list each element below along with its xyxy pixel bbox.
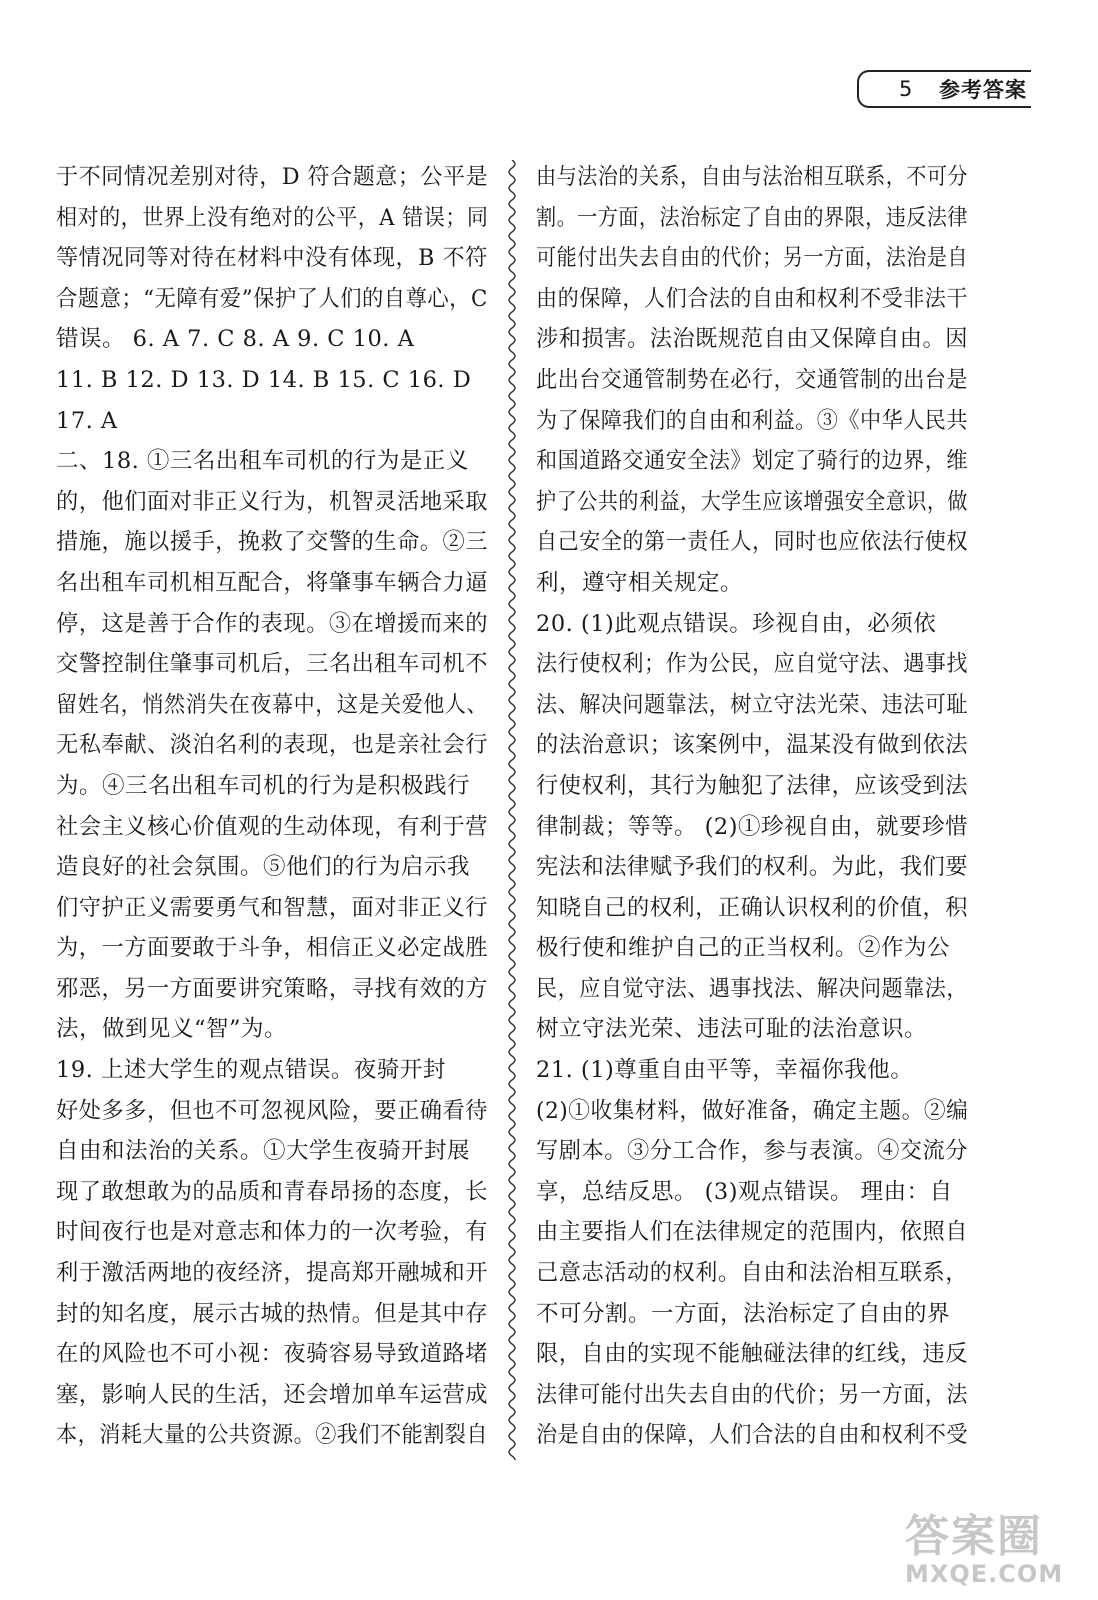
text-line: 无私奉献、淡泊名利的表现，也是亲社会行 — [56, 732, 489, 759]
text-line: 可能付出失去自由的代价；另一方面，法治是自 — [536, 245, 969, 272]
left-column — [56, 157, 488, 1456]
text-line: 社会主义核心价值观的生动体现，有利于营 — [56, 813, 489, 840]
text-line: 好处多多，但也不可忽视风险，要正确看待 — [56, 1097, 489, 1124]
text-line: 20. (1)此观点错误。珍视自由，必须依 — [536, 610, 937, 637]
text-line: 己意志活动的权利。自由和法治相互联系， — [536, 1260, 969, 1287]
page-header — [857, 70, 1031, 108]
watermark — [905, 1500, 1085, 1590]
text-line: 树立守法光荣、违法可耻的法治意识。 — [536, 1016, 928, 1043]
text-line: 宪法和法律赋予我们的权利。为此，我们要 — [536, 854, 969, 881]
text-line: 享，总结反思。 (3)观点错误。 理由：自 — [536, 1178, 953, 1205]
text-line: 民，应自觉守法、遇事找法、解决问题靠法， — [536, 975, 969, 1002]
text-line: 19. 上述大学生的观点错误。夜骑开封 — [56, 1057, 446, 1084]
text-line: 由与法治的关系，自由与法治相互联系，不可分 — [536, 164, 969, 190]
text-line: 律制裁；等等。 (2)①珍视自由，就要珍惜 — [536, 813, 969, 840]
text-line: 利于激活两地的夜经济，提高郑开融城和开 — [56, 1260, 489, 1287]
text-line: 不可分割。一方面，法治标定了自由的界 — [536, 1300, 951, 1327]
text-line: 由主要指人们在法律规定的范围内，依照自 — [536, 1219, 969, 1246]
text-line: 由的保障，人们合法的自由和权利不受非法干 — [536, 285, 969, 312]
text-line: 行使权利，其行为触犯了法律，应该受到法 — [536, 772, 969, 799]
text-line: 为，一方面要敢于斗争，相信正义必定战胜 — [56, 935, 489, 962]
text-line: 涉和损害。法治既规范自由又保障自由。因 — [536, 326, 969, 353]
text-line: 们守护正义需要勇气和智慧，面对非正义行 — [56, 894, 489, 921]
text-line: 自由和法治的关系。①大学生夜骑开封展 — [56, 1138, 471, 1165]
text-line: 知晓自己的权利，正确认识权利的价值，积 — [536, 894, 969, 921]
text-line: 和国道路交通安全法》划定了骑行的边界，维 — [536, 448, 969, 475]
text-line: 法行使权利；作为公民，应自觉守法、遇事找 — [536, 651, 969, 678]
text-line: 利，遵守相关规定。 — [536, 569, 744, 596]
text-line: 为了保障我们的自由和利益。③《中华人民共 — [536, 407, 969, 434]
text-line: 17. A — [56, 407, 118, 434]
text-line: 本，消耗大量的公共资源。②我们不能割裂自 — [56, 1422, 489, 1449]
text-line: 造良好的社会氛围。⑤他们的行为启示我 — [56, 854, 471, 881]
text-line: 合题意；“无障有爱”保护了人们的自尊心，C — [56, 285, 488, 312]
text-line: 此出台交通管制势在必行，交通管制的出台是 — [536, 366, 969, 393]
text-line: 自己安全的第一责任人，同时也应依法行使权 — [536, 529, 969, 556]
text-line: 相对的，世界上没有绝对的公平，A 错误；同 — [56, 204, 489, 231]
text-line: 限，自由的实现不能触碰法律的红线，违反 — [536, 1341, 969, 1368]
text-line: 护了公共的利益，大学生应该增强安全意识，做 — [536, 488, 969, 515]
text-line: 法律可能付出失去自由的代价；另一方面，法 — [536, 1381, 969, 1408]
text-line: 法、解决问题靠法，树立守法光荣、违法可耻 — [536, 691, 969, 718]
text-line: 名出租车司机相互配合，将肇事车辆合力逼 — [56, 569, 489, 596]
text-line: 写剧本。③分工合作，参与表演。④交流分 — [536, 1138, 969, 1165]
text-line: 现了敢想敢为的品质和青春昂扬的态度，长 — [56, 1178, 489, 1205]
text-line: 邪恶，另一方面要讲究策略，寻找有效的方 — [56, 975, 489, 1002]
text-line: 11. B 12. D 13. D 14. B 15. C 16. D — [56, 366, 472, 393]
text-line: 等情况同等对待在材料中没有体现，B 不符 — [56, 245, 488, 272]
text-line: 留姓名，悄然消失在夜幕中，这是关爱他人、 — [56, 691, 489, 718]
text-line: 交警控制住肇事司机后，三名出租车司机不 — [56, 651, 489, 678]
text-line: 法，做到见义“智”为。 — [56, 1016, 288, 1043]
text-line: 为。④三名出租车司机的行为是积极践行 — [56, 772, 471, 799]
text-line: 的，他们面对非正义行为，机智灵活地采取 — [56, 488, 489, 515]
text-line: 停，这是善于合作的表现。③在增援而来的 — [56, 610, 489, 637]
page-number: 5 — [899, 77, 913, 101]
text-line: 塞，影响人民的生活，还会增加单车运营成 — [56, 1381, 489, 1408]
text-line: 极行使和维护自己的正当权利。②作为公 — [536, 935, 951, 962]
text-line: 割。一方面，法治标定了自由的界限，违反法律 — [536, 204, 969, 231]
page-title: 参考答案 — [939, 78, 1027, 102]
right-column — [536, 157, 968, 1456]
watermark-url: MXQE.COM — [905, 1560, 1064, 1588]
text-line: 措施，施以援手，挽救了交警的生命。②三 — [56, 529, 489, 556]
text-line: 错误。 6. A 7. C 8. A 9. C 10. A — [56, 326, 415, 353]
text-line: 治是自由的保障，人们合法的自由和权利不受 — [536, 1422, 969, 1449]
watermark-logo: 答案圈 — [905, 1511, 1043, 1562]
text-line: 的法治意识；该案例中，温某没有做到依法 — [536, 732, 969, 759]
column-divider — [505, 160, 519, 1460]
text-line: (2)①收集材料，做好准备，确定主题。②编 — [536, 1097, 969, 1124]
text-line: 于不同情况差别对待，D 符合题意；公平是 — [56, 164, 489, 190]
text-line: 在的风险也不可小视：夜骑容易导致道路堵 — [56, 1341, 489, 1368]
text-line: 时间夜行也是对意志和体力的一次考验，有 — [56, 1219, 489, 1246]
text-line: 封的知名度，展示古城的热情。但是其中存 — [56, 1300, 489, 1327]
text-line: 21. (1)尊重自由平等，幸福你我他。 — [536, 1057, 914, 1084]
text-line: 二、18. ①三名出租车司机的行为是正义 — [56, 448, 469, 475]
